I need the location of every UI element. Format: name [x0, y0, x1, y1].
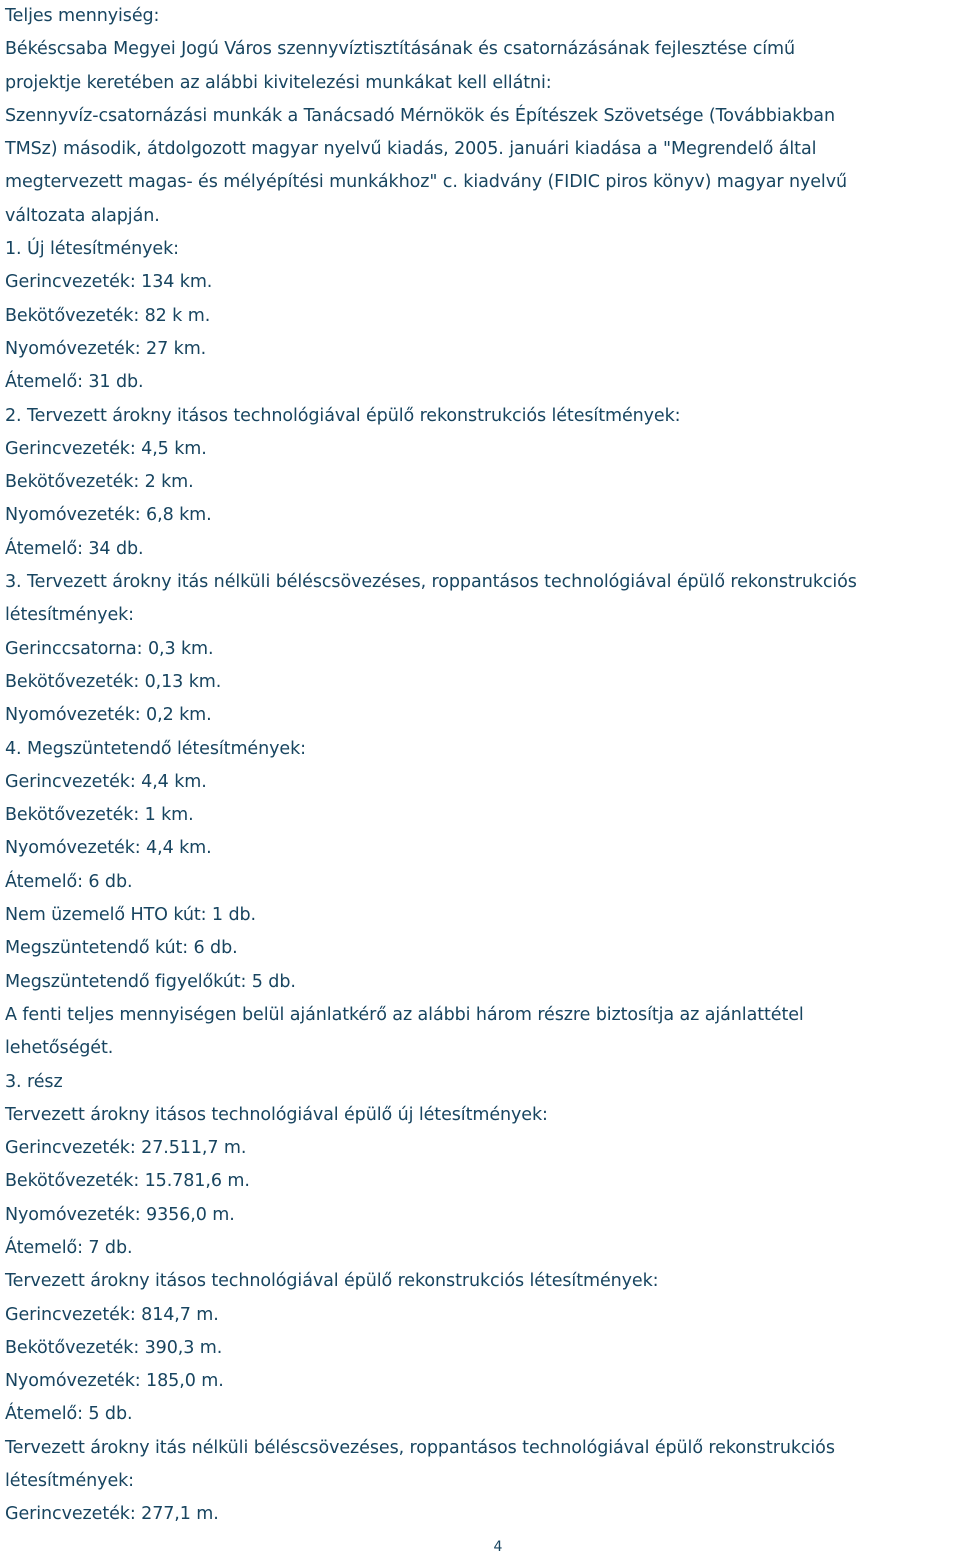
text-line: Bekötővezeték: 1 km.: [5, 805, 194, 826]
page-number: 4: [493, 1539, 503, 1555]
text-line: 3. Tervezett árokny itás nélküli béléscsövezéses, roppantásos technológiával épülő rekonstrukciós: [5, 572, 857, 593]
text-line: Megszüntetendő figyelőkút: 5 db.: [5, 971, 296, 992]
text-line: megtervezett magas- és mélyépítési munkákhoz" c. kiadvány (FIDIC piros könyv) magyar nyelvű: [5, 172, 847, 193]
text-line: Szennyvíz-csatornázási munkák a Tanácsadó Mérnökök és Építészek Szövetsége (Továbbiakban: [5, 105, 835, 126]
text-line: TMSz) második, átdolgozott magyar nyelvű kiadás, 2005. januári kiadása a "Megrendelő által: [5, 139, 817, 160]
text-line: Teljes mennyiség:: [5, 6, 160, 26]
text-line: 1. Új létesítmények:: [5, 239, 179, 260]
text-line: Nem üzemelő HTO kút: 1 db.: [5, 905, 256, 926]
text-line: Átemelő: 31 db.: [5, 372, 144, 393]
text-line: Átemelő: 5 db.: [5, 1404, 133, 1425]
text-line: létesítmények:: [5, 1471, 134, 1492]
text-line: 3. rész: [5, 1071, 63, 1092]
text-line: Bekötővezeték: 0,13 km.: [5, 671, 222, 692]
text-line: változata alapján.: [5, 205, 160, 226]
text-line: 2. Tervezett árokny itásos technológiával épülő rekonstrukciós létesítmények:: [5, 405, 681, 426]
text-line: Nyomóvezeték: 6,8 km.: [5, 505, 212, 526]
text-line: Átemelő: 7 db.: [5, 1237, 133, 1258]
text-line: létesítmények:: [5, 605, 134, 626]
text-line: Megszüntetendő kút: 6 db.: [5, 938, 238, 959]
text-line: Gerincvezeték: 134 km.: [5, 272, 213, 293]
document-body: [5, 0, 960, 1532]
text-line: 4. Megszüntetendő létesítmények:: [5, 738, 306, 759]
text-line: Tervezett árokny itásos technológiával épülő új létesítmények:: [5, 1104, 548, 1125]
text-line: Gerinccsatorna: 0,3 km.: [5, 638, 214, 659]
text-line: Gerincvezeték: 27.511,7 m.: [5, 1138, 247, 1159]
text-line: Bekötővezeték: 82 k m.: [5, 305, 211, 326]
text-line: Átemelő: 6 db.: [5, 871, 133, 892]
text-line: Gerincvezeték: 4,5 km.: [5, 438, 207, 459]
text-line: Nyomóvezeték: 4,4 km.: [5, 838, 212, 859]
text-line: Bekötővezeték: 15.781,6 m.: [5, 1171, 250, 1192]
text-line: A fenti teljes mennyiségen belül ajánlatkérő az alábbi három részre biztosítja az ajánlattétel: [5, 1004, 804, 1025]
text-line: Tervezett árokny itásos technológiával épülő rekonstrukciós létesítmények:: [5, 1271, 659, 1292]
text-line: Tervezett árokny itás nélküli béléscsövezéses, roppantásos technológiával épülő rekonstrukciós: [5, 1437, 835, 1458]
text-line: Gerincvezeték: 814,7 m.: [5, 1304, 219, 1325]
text-line: Békéscsaba Megyei Jogú Város szennyvíztisztításának és csatornázásának fejlesztése című: [5, 39, 795, 60]
text-line: Nyomóvezeték: 185,0 m.: [5, 1371, 224, 1392]
text-line: Bekötővezeték: 2 km.: [5, 472, 194, 493]
text-line: Gerincvezeték: 4,4 km.: [5, 771, 207, 792]
text-line: lehetőségét.: [5, 1038, 114, 1059]
text-line: Gerincvezeték: 277,1 m.: [5, 1504, 219, 1525]
text-line: Nyomóvezeték: 0,2 km.: [5, 705, 212, 726]
text-line: Átemelő: 34 db.: [5, 538, 144, 559]
text-line: Nyomóvezeték: 27 km.: [5, 338, 207, 359]
text-line: projektje keretében az alábbi kivitelezési munkákat kell ellátni:: [5, 72, 552, 93]
text-line: Nyomóvezeték: 9356,0 m.: [5, 1204, 235, 1225]
text-line: Bekötővezeték: 390,3 m.: [5, 1337, 223, 1358]
